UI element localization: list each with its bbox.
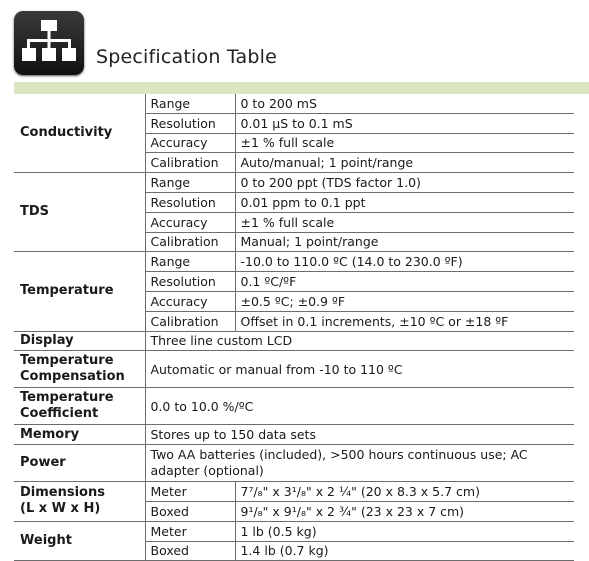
category-conductivity: Conductivity <box>14 94 145 173</box>
table-row <box>14 252 574 272</box>
table-row <box>14 445 574 482</box>
spec-name: Range <box>145 94 235 113</box>
category-display: Display <box>14 331 145 351</box>
spec-value: Three line custom LCD <box>145 331 574 351</box>
spec-value: Auto/manual; 1 point/range <box>235 153 574 173</box>
spec-value: Two AA batteries (included), >500 hours continuous use; AC adapter (optional) <box>145 445 574 482</box>
category-weight: Weight <box>14 521 145 561</box>
category-temperature: Temperature <box>14 252 145 331</box>
table-row <box>14 331 574 351</box>
category-dimensions-label: Dimensions <box>20 485 105 501</box>
spec-value: 7⁷/₈" x 3¹/₈" x 2 ¼" (20 x 8.3 x 5.7 cm) <box>235 482 574 502</box>
category-power: Power <box>14 445 145 482</box>
spec-name: Calibration <box>145 153 235 173</box>
spec-value: Automatic or manual from -10 to 110 ºC <box>145 351 574 388</box>
spec-name: Calibration <box>145 311 235 331</box>
spec-value: 0.01 ppm to 0.1 ppt <box>235 192 574 212</box>
spec-value: 0 to 200 ppt (TDS factor 1.0) <box>235 173 574 193</box>
spec-name: Meter <box>145 521 235 541</box>
category-dimensions <box>14 482 145 522</box>
spec-value: 9¹/₈" x 9¹/₈" x 2 ¾" (23 x 23 x 7 cm) <box>235 501 574 521</box>
spec-value: 1.4 lb (0.7 kg) <box>235 541 574 561</box>
spec-value: ±1 % full scale <box>235 133 574 153</box>
category-memory: Memory <box>14 425 145 445</box>
table-row <box>14 388 574 425</box>
table-row <box>14 425 574 445</box>
spec-name: Resolution <box>145 113 235 133</box>
spec-value: ±0.5 ºC; ±0.9 ºF <box>235 291 574 311</box>
page-header <box>0 0 589 82</box>
table-row <box>14 482 574 502</box>
spec-name: Accuracy <box>145 133 235 153</box>
table-row <box>14 173 574 193</box>
spec-name: Resolution <box>145 272 235 292</box>
page-title: Specification Table <box>96 46 277 68</box>
spec-value: Offset in 0.1 increments, ±10 ºC or ±18 ºF <box>235 311 574 331</box>
specification-table <box>14 94 574 561</box>
spec-value: Manual; 1 point/range <box>235 232 574 252</box>
spec-value: 0.0 to 10.0 %/ºC <box>145 388 574 425</box>
category-dimensions-sublabel: (L x W x H) <box>20 501 101 517</box>
spec-value: 1 lb (0.5 kg) <box>235 521 574 541</box>
sitemap-icon <box>14 11 84 75</box>
category-temperature-compensation: Temperature Compensation <box>14 351 145 388</box>
table-row <box>14 94 574 113</box>
spec-value: 0 to 200 mS <box>235 94 574 113</box>
spec-name: Range <box>145 252 235 272</box>
spec-name: Resolution <box>145 192 235 212</box>
category-temperature-coefficient: Temperature Coefficient <box>14 388 145 425</box>
category-tds: TDS <box>14 173 145 252</box>
spec-name: Boxed <box>145 541 235 561</box>
spec-value: ±1 % full scale <box>235 212 574 232</box>
spec-name: Meter <box>145 482 235 502</box>
header-divider-bar <box>14 82 589 94</box>
spec-name: Calibration <box>145 232 235 252</box>
spec-value: 0.1 ºC/ºF <box>235 272 574 292</box>
spec-value: Stores up to 150 data sets <box>145 425 574 445</box>
spec-value: 0.01 µS to 0.1 mS <box>235 113 574 133</box>
table-row <box>14 521 574 541</box>
spec-name: Accuracy <box>145 212 235 232</box>
spec-name: Range <box>145 173 235 193</box>
table-row <box>14 351 574 388</box>
spec-name: Boxed <box>145 501 235 521</box>
spec-value: -10.0 to 110.0 ºC (14.0 to 230.0 ºF) <box>235 252 574 272</box>
spec-name: Accuracy <box>145 291 235 311</box>
